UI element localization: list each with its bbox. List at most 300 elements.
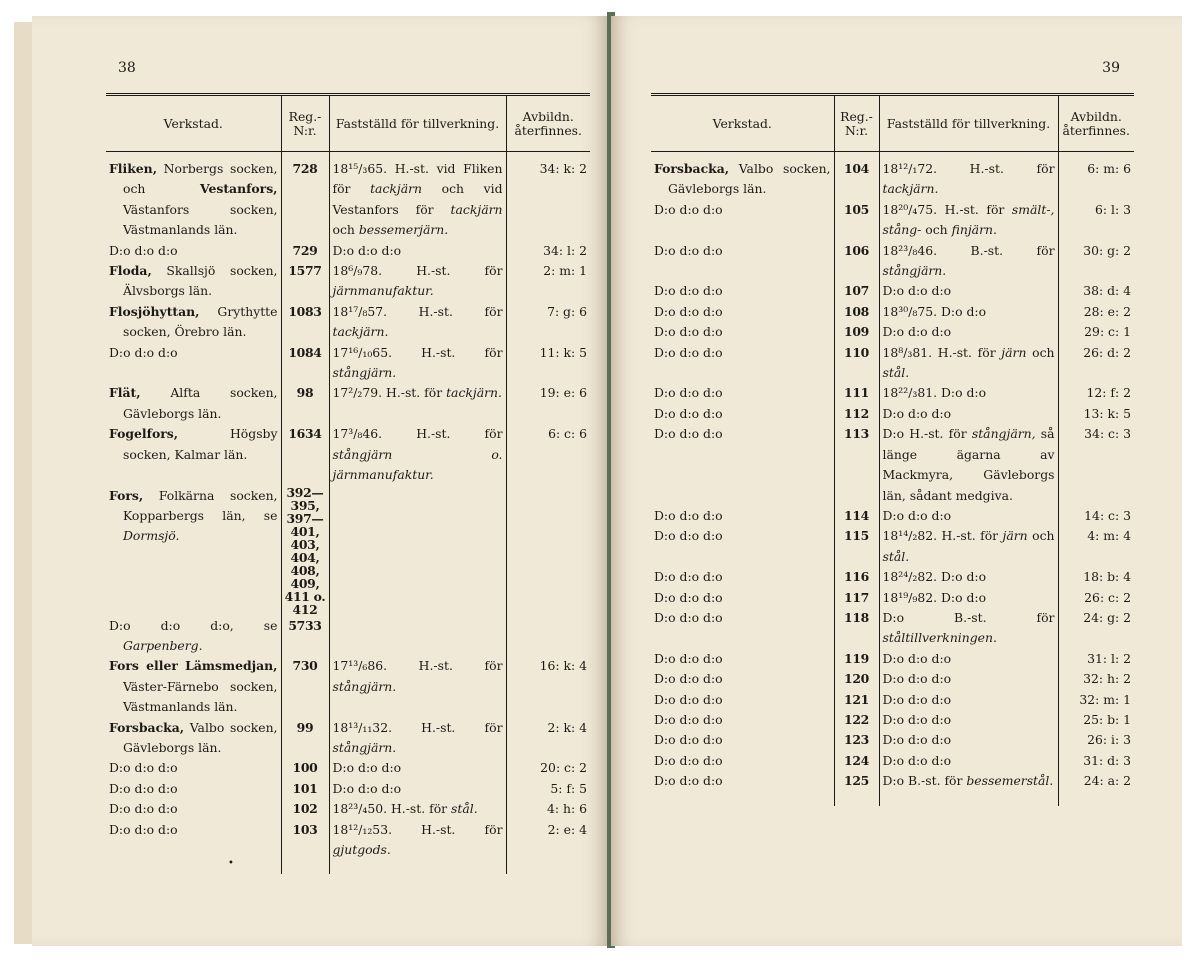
text-run: 18²³/₈46. B.-st. för — [882, 242, 1055, 258]
text-run: D:o d:o d:o — [654, 752, 723, 768]
text-run: D:o d:o d:o — [882, 283, 952, 299]
text-run: D:o d:o d:o — [332, 242, 402, 258]
italic-text: stångjärn. — [332, 365, 397, 381]
text-run: D:o d:o d:o — [654, 589, 723, 605]
header-avbildn: Avbildn. återfinnes. — [506, 95, 590, 152]
text-run: D:o d:o d:o — [109, 760, 178, 776]
verkstad-text — [654, 383, 831, 403]
cell-reg-nr: 120 — [834, 669, 879, 689]
cell-verkstad — [106, 758, 281, 778]
text-run: D:o d:o d:o — [109, 821, 178, 837]
cell-reg-nr: 729 — [281, 241, 329, 261]
text-run: Skallsjö socken, Älvsborgs län. — [123, 263, 278, 299]
italic-text: tackjärn. — [332, 324, 389, 340]
cell-reg-nr: 109 — [834, 322, 879, 342]
text-run: 18¹²/₁72. H.-st. för — [882, 161, 1055, 176]
table-row — [651, 302, 1134, 322]
cell-avbildn: 25: b: 1 — [1058, 710, 1134, 730]
header-verkstad: Verkstad. — [651, 95, 834, 152]
text-run: D:o d:o d:o — [654, 609, 723, 625]
cell-verkstad — [106, 779, 281, 799]
verkstad-text — [654, 241, 831, 261]
italic-text: tackjärn — [450, 201, 503, 217]
text-run: Norbergs socken, och — [123, 161, 278, 197]
verkstad-text — [109, 616, 278, 657]
cell-faststalld — [879, 690, 1058, 710]
text-run: D:o B.-st. för — [882, 609, 1055, 625]
cell-verkstad — [651, 383, 834, 403]
text-run: 18¹²/₁₂53. H.-st. för — [332, 821, 503, 837]
verkstad-text — [654, 343, 831, 363]
table-row — [651, 730, 1134, 750]
table-row — [651, 567, 1134, 587]
verkstad-text — [654, 281, 831, 301]
verkstad-text — [109, 820, 278, 840]
verkstad-text — [109, 343, 278, 363]
italic-text: stångjärn, — [971, 426, 1036, 442]
verkstad-text — [109, 424, 278, 465]
verkstad-text — [109, 656, 278, 717]
cell-verkstad — [106, 261, 281, 302]
verkstad-text — [654, 730, 831, 750]
verkstad-text — [654, 608, 831, 628]
text-run: D:o d:o d:o — [882, 405, 952, 421]
cell-reg-nr: 116 — [834, 567, 879, 587]
verkstad-text — [109, 261, 278, 302]
table-row — [106, 261, 590, 302]
cell-faststalld — [329, 718, 506, 759]
table-row — [651, 588, 1134, 608]
cell-avbildn: 5: f: 5 — [506, 779, 590, 799]
verkstad-text — [109, 302, 278, 343]
printer-mark: • — [228, 858, 234, 869]
text-run: D:o d:o d:o — [882, 752, 952, 768]
cell-reg-nr: 112 — [834, 404, 879, 424]
cell-verkstad — [106, 241, 281, 261]
text-run: 17³/₈46. H.-st. för — [332, 426, 503, 442]
works-name: Flät, — [109, 385, 141, 401]
italic-text: stångjärn. — [332, 739, 397, 755]
text-run: D:o d:o d:o — [654, 324, 723, 340]
italic-text: stångjärn o. järnmanufaktur. — [332, 446, 503, 483]
cell-faststalld — [879, 608, 1058, 649]
cell-reg-nr: 122 — [834, 710, 879, 730]
cell-verkstad — [651, 281, 834, 301]
register-table-right — [651, 93, 1134, 806]
verkstad-text — [109, 486, 278, 547]
italic-text: bessemerjärn. — [358, 222, 449, 238]
cell-avbildn: 26: c: 2 — [1058, 588, 1134, 608]
cell-faststalld — [329, 799, 506, 819]
italic-text: järn — [1001, 344, 1027, 360]
table-row — [106, 616, 590, 657]
works-name: Vestanfors, — [199, 181, 278, 197]
text-run: 18¹³/₁₁32. H.-st. för — [332, 719, 503, 735]
cell-avbildn: 34: l: 2 — [506, 241, 590, 261]
verkstad-text — [654, 159, 831, 200]
cell-reg-nr: 1084 — [281, 343, 329, 384]
works-name: Fors, — [109, 487, 144, 503]
text-run: och — [332, 222, 359, 238]
text-run: D:o B.-st. för — [882, 773, 967, 789]
verkstad-text — [654, 649, 831, 669]
cell-faststalld — [879, 506, 1058, 526]
text-run: 17¹³/₆86. H.-st. för — [332, 658, 503, 674]
cell-faststalld — [879, 343, 1058, 384]
table-row — [106, 152, 590, 241]
cell-faststalld — [879, 200, 1058, 241]
cell-verkstad — [651, 506, 834, 526]
italic-text: stångjärn. — [882, 263, 947, 279]
cell-verkstad — [106, 616, 281, 657]
cell-avbildn: 32: m: 1 — [1058, 690, 1134, 710]
verkstad-text — [109, 779, 278, 799]
text-run: D:o d:o d:o — [882, 691, 952, 707]
cell-avbildn: 2: k: 4 — [506, 718, 590, 759]
cell-avbildn: 11: k: 5 — [506, 343, 590, 384]
table-row — [106, 383, 590, 424]
cell-avbildn: 31: d: 3 — [1058, 751, 1134, 771]
cell-reg-nr: 101 — [281, 779, 329, 799]
verkstad-text — [109, 718, 278, 759]
text-run: D:o d:o d:o — [654, 691, 723, 707]
cell-faststalld — [879, 404, 1058, 424]
text-run: D:o d:o d:o — [882, 671, 952, 687]
italic-text: smält-, stång- — [882, 201, 1055, 238]
cell-verkstad — [106, 152, 281, 241]
page-number-right: 39 — [1102, 60, 1120, 76]
text-run: 18³⁰/₈75. D:o d:o — [882, 303, 987, 319]
cell-faststalld — [879, 710, 1058, 730]
cell-faststalld — [329, 152, 506, 241]
table-row — [651, 771, 1134, 805]
text-run: Väster-Färnebo socken, Västmanlands län. — [123, 678, 278, 715]
page-number-left: 38 — [118, 60, 136, 76]
italic-text: Garpenberg. — [123, 637, 203, 653]
text-run: D:o d:o d:o — [882, 732, 952, 748]
left-page — [32, 16, 609, 946]
text-run: D:o d:o d:o — [654, 426, 723, 442]
cell-reg-nr: 111 — [834, 383, 879, 403]
cell-avbildn: 32: h: 2 — [1058, 669, 1134, 689]
text-run: D:o d:o d:o — [654, 201, 723, 217]
cell-faststalld — [329, 486, 506, 616]
cell-reg-nr: 392—395, 397—401, 403, 404, 408, 409, 411 o. 412 — [281, 486, 329, 616]
cell-verkstad — [651, 669, 834, 689]
italic-text: tackjärn — [370, 181, 423, 197]
register-table-left — [106, 93, 590, 874]
cell-reg-nr: 118 — [834, 608, 879, 649]
cell-avbildn: 24: g: 2 — [1058, 608, 1134, 649]
cell-verkstad — [651, 302, 834, 322]
text-run: D:o d:o d:o — [109, 242, 178, 258]
italic-text: stål. — [882, 365, 910, 381]
cell-avbildn — [506, 616, 590, 657]
table-row — [106, 758, 590, 778]
cell-faststalld — [329, 261, 506, 302]
cell-faststalld — [329, 758, 506, 778]
verkstad-text — [109, 799, 278, 819]
cell-faststalld — [879, 302, 1058, 322]
cell-reg-nr: 105 — [834, 200, 879, 241]
verkstad-text — [654, 588, 831, 608]
cell-reg-nr: 104 — [834, 152, 879, 200]
text-run: D:o d:o d:o — [882, 650, 952, 666]
book-spread — [14, 12, 1190, 958]
text-run: D:o d:o d:o — [332, 780, 402, 796]
text-run: D:o d:o d:o — [654, 528, 723, 544]
table-row — [106, 424, 590, 485]
text-run: D:o d:o d:o — [654, 711, 723, 727]
verkstad-text — [654, 302, 831, 322]
italic-text: bessemerstål. — [966, 773, 1054, 789]
cell-avbildn: 13: k: 5 — [1058, 404, 1134, 424]
cell-reg-nr: 100 — [281, 758, 329, 778]
cell-reg-nr: 5733 — [281, 616, 329, 657]
text-run: D:o d:o d:o — [654, 303, 723, 319]
text-run: D:o d:o d:o — [882, 711, 952, 727]
cell-verkstad — [651, 649, 834, 669]
cell-avbildn: 24: a: 2 — [1058, 771, 1134, 805]
cell-avbildn: 30: g: 2 — [1058, 241, 1134, 282]
text-run: 18¹⁵/₃65. H.-st. vid Fliken för — [332, 161, 503, 197]
text-run: D:o d:o d:o — [654, 405, 723, 421]
table-row — [651, 343, 1134, 384]
cell-avbildn: 26: d: 2 — [1058, 343, 1134, 384]
table-row — [106, 241, 590, 261]
cell-verkstad — [651, 424, 834, 506]
cell-verkstad — [106, 343, 281, 384]
cell-avbildn: 4: h: 6 — [506, 799, 590, 819]
cell-avbildn: 4: m: 4 — [1058, 526, 1134, 567]
italic-text: stål. — [451, 801, 478, 817]
verkstad-text — [654, 710, 831, 730]
text-run: D:o d:o d:o — [882, 324, 952, 340]
cell-reg-nr: 110 — [834, 343, 879, 384]
text-run: och — [1027, 528, 1055, 544]
verkstad-text — [109, 241, 278, 261]
table-row — [651, 710, 1134, 730]
italic-text: ståltillverkningen. — [882, 630, 997, 646]
cell-avbildn: 6: l: 3 — [1058, 200, 1134, 241]
table-row — [651, 383, 1134, 403]
table-row — [651, 608, 1134, 649]
table-row — [106, 799, 590, 819]
cell-avbildn: 20: c: 2 — [506, 758, 590, 778]
italic-text: järn — [1002, 528, 1028, 544]
cell-faststalld — [879, 383, 1058, 403]
cell-faststalld — [329, 424, 506, 485]
cell-verkstad — [106, 383, 281, 424]
text-run: 18²³/₄50. H.-st. för — [332, 801, 452, 817]
cell-reg-nr: 114 — [834, 506, 879, 526]
cell-reg-nr: 730 — [281, 656, 329, 717]
cell-verkstad — [651, 588, 834, 608]
cell-avbildn: 2: e: 4 — [506, 820, 590, 875]
cell-faststalld — [879, 730, 1058, 750]
verkstad-text — [109, 383, 278, 424]
text-run: Alfta socken, Gävleborgs län. — [123, 385, 278, 421]
works-name: Fors eller Lämsmedjan, — [109, 658, 278, 674]
cell-reg-nr: 124 — [834, 751, 879, 771]
text-run: D:o d:o d:o — [654, 385, 723, 401]
table-row — [106, 656, 590, 717]
cell-reg-nr: 115 — [834, 526, 879, 567]
verkstad-text — [654, 322, 831, 342]
cell-faststalld — [329, 616, 506, 657]
verkstad-text — [654, 690, 831, 710]
text-run: 17²/₂79. H.-st. för — [332, 385, 447, 401]
cell-faststalld — [879, 526, 1058, 567]
cell-verkstad — [651, 567, 834, 587]
cell-verkstad — [651, 771, 834, 805]
table-body-left — [106, 152, 590, 875]
cell-reg-nr: 728 — [281, 152, 329, 241]
text-run: Högsby socken, Kalmar län. — [123, 426, 278, 462]
text-run: Västanfors socken, Västmanlands län. — [123, 201, 278, 238]
cell-avbildn: 7: g: 6 — [506, 302, 590, 343]
cell-avbildn: 16: k: 4 — [506, 656, 590, 717]
cell-faststalld — [879, 588, 1058, 608]
verkstad-text — [654, 200, 831, 220]
italic-text: järnmanufaktur. — [332, 283, 434, 299]
cell-reg-nr: 1634 — [281, 424, 329, 485]
cell-verkstad — [651, 710, 834, 730]
cell-verkstad — [651, 343, 834, 384]
text-run: 18⁸/₃81. H.-st. för — [882, 344, 1002, 360]
cell-avbildn: 19: e: 6 — [506, 383, 590, 424]
verkstad-text — [109, 159, 278, 241]
italic-text: tackjärn. — [446, 385, 502, 401]
cell-faststalld — [329, 656, 506, 717]
cell-verkstad — [106, 799, 281, 819]
cell-reg-nr: 103 — [281, 820, 329, 875]
table-row — [106, 486, 590, 616]
cell-verkstad — [651, 730, 834, 750]
cell-avbildn: 14: c: 3 — [1058, 506, 1134, 526]
text-run: D:o d:o d:o — [882, 507, 952, 523]
cell-faststalld — [879, 751, 1058, 771]
cell-verkstad — [651, 404, 834, 424]
table-row — [651, 669, 1134, 689]
cell-faststalld — [879, 281, 1058, 301]
header-faststalld: Fastställd för tillverkning. — [329, 95, 506, 152]
cell-verkstad — [106, 820, 281, 875]
cell-faststalld — [879, 771, 1058, 805]
text-run: och — [921, 222, 952, 238]
text-run: D:o d:o d:o — [654, 242, 723, 258]
cell-reg-nr: 107 — [834, 281, 879, 301]
text-run: D:o d:o d:o — [654, 732, 723, 748]
text-run: och vid Vestanfors för — [332, 181, 503, 217]
cell-verkstad — [106, 486, 281, 616]
cell-reg-nr: 117 — [834, 588, 879, 608]
text-run: så länge ägarna av Mackmyra, Gävleborgs län, sådant medgiva. — [882, 426, 1055, 503]
cell-faststalld — [329, 302, 506, 343]
table-row — [651, 404, 1134, 424]
cell-reg-nr: 123 — [834, 730, 879, 750]
header-reg: Reg.- N:r. — [834, 95, 879, 152]
cell-verkstad — [651, 751, 834, 771]
verkstad-text — [654, 506, 831, 526]
text-run: D:o d:o d:o — [109, 344, 178, 360]
table-row — [651, 649, 1134, 669]
text-run: D:o d:o d:o — [654, 650, 723, 666]
cell-reg-nr: 1577 — [281, 261, 329, 302]
cell-reg-nr: 119 — [834, 649, 879, 669]
verkstad-text — [654, 424, 831, 444]
text-run: D:o d:o d:o, se — [109, 617, 278, 633]
italic-text: tackjärn. — [882, 181, 939, 197]
table-row — [106, 302, 590, 343]
cell-verkstad — [651, 322, 834, 342]
italic-text: stångjärn. — [332, 678, 397, 694]
cell-avbildn: 34: c: 3 — [1058, 424, 1134, 506]
verkstad-text — [654, 771, 831, 791]
cell-faststalld — [879, 152, 1058, 200]
table-row — [106, 779, 590, 799]
table-row — [106, 820, 590, 875]
cell-faststalld — [879, 669, 1058, 689]
cell-faststalld — [329, 779, 506, 799]
cell-avbildn: 31: l: 2 — [1058, 649, 1134, 669]
cell-avbildn: 28: e: 2 — [1058, 302, 1134, 322]
table-row — [106, 343, 590, 384]
text-run: D:o d:o d:o — [654, 283, 723, 299]
table-row — [106, 718, 590, 759]
text-run: D:o d:o d:o — [109, 780, 178, 796]
text-run: D:o d:o d:o — [332, 760, 402, 776]
text-run: Folkärna socken, Kopparbergs län, se — [123, 487, 278, 523]
cell-faststalld — [879, 649, 1058, 669]
cell-avbildn: 2: m: 1 — [506, 261, 590, 302]
cell-faststalld — [879, 241, 1058, 282]
cell-faststalld — [879, 322, 1058, 342]
text-run: 17¹⁶/₁₀65. H.-st. för — [332, 344, 503, 360]
text-run: 18²⁰/₄75. H.-st. för — [882, 201, 1012, 217]
text-run: 18¹⁹/₉82. D:o d:o — [882, 589, 987, 605]
table-row — [651, 322, 1134, 342]
cell-reg-nr: 102 — [281, 799, 329, 819]
cell-verkstad — [651, 690, 834, 710]
cell-reg-nr: 113 — [834, 424, 879, 506]
verkstad-text — [654, 404, 831, 424]
text-run: D:o d:o d:o — [654, 671, 723, 687]
cell-faststalld — [329, 343, 506, 384]
works-name: Flosjöhyttan, — [109, 303, 200, 319]
works-name: Forsbacka, — [109, 719, 185, 735]
text-run: Valbo socken, Gävleborgs län. — [123, 719, 278, 755]
table-body-right — [651, 152, 1134, 806]
text-run: och — [1026, 344, 1055, 360]
text-run: D:o d:o d:o — [654, 344, 723, 360]
cell-verkstad — [106, 302, 281, 343]
table-row — [651, 526, 1134, 567]
cell-faststalld — [329, 241, 506, 261]
cell-avbildn: 29: c: 1 — [1058, 322, 1134, 342]
text-run: 18²⁴/₂82. D:o d:o — [882, 569, 987, 585]
cell-verkstad — [106, 656, 281, 717]
works-name: Fogelfors, — [109, 426, 179, 442]
text-run: 18⁶/₉78. H.-st. för — [332, 263, 503, 279]
cell-avbildn: 12: f: 2 — [1058, 383, 1134, 403]
cell-reg-nr: 106 — [834, 241, 879, 282]
cell-avbildn: 6: c: 6 — [506, 424, 590, 485]
cell-faststalld — [329, 820, 506, 875]
verkstad-text — [654, 751, 831, 771]
cell-reg-nr: 108 — [834, 302, 879, 322]
cell-verkstad — [651, 152, 834, 200]
